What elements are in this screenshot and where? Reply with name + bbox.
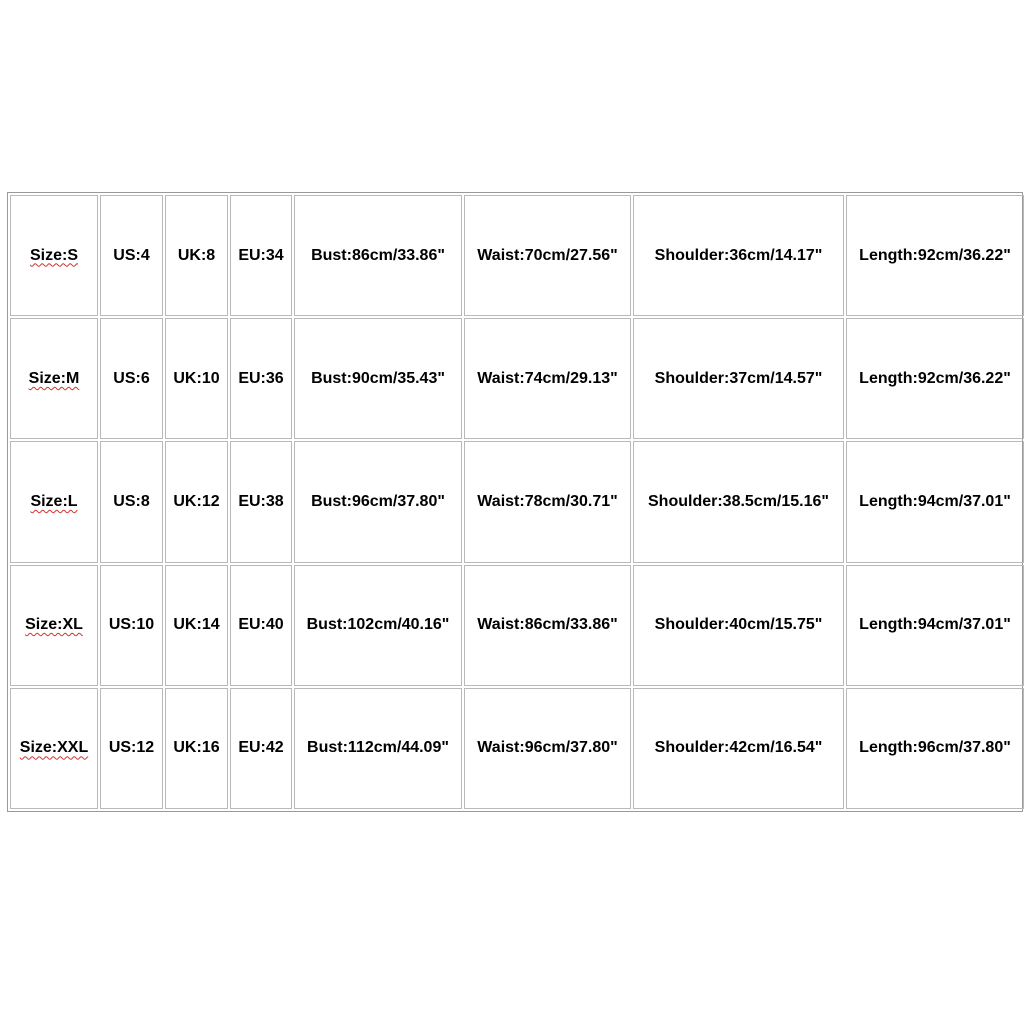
table-row	[10, 688, 1024, 809]
length-cell: Length:92cm/36.22"	[846, 195, 1024, 316]
size-cell: Size:XL	[10, 565, 98, 686]
waist-cell: Waist:70cm/27.56"	[464, 195, 631, 316]
eu-size-cell: EU:38	[230, 441, 292, 562]
uk-size-cell: UK:16	[165, 688, 228, 809]
shoulder-cell: Shoulder:42cm/16.54"	[633, 688, 844, 809]
us-size-cell: US:4	[100, 195, 163, 316]
eu-size-cell: EU:34	[230, 195, 292, 316]
size-cell: Size:M	[10, 318, 98, 439]
table-row	[10, 441, 1024, 562]
bust-cell: Bust:96cm/37.80"	[294, 441, 462, 562]
size-chart-table	[7, 192, 1023, 812]
waist-cell: Waist:96cm/37.80"	[464, 688, 631, 809]
length-cell: Length:94cm/37.01"	[846, 441, 1024, 562]
shoulder-cell: Shoulder:36cm/14.17"	[633, 195, 844, 316]
eu-size-cell: EU:42	[230, 688, 292, 809]
size-cell: Size:S	[10, 195, 98, 316]
table-row	[10, 318, 1024, 439]
uk-size-cell: UK:8	[165, 195, 228, 316]
uk-size-cell: UK:10	[165, 318, 228, 439]
bust-cell: Bust:90cm/35.43"	[294, 318, 462, 439]
uk-size-cell: UK:14	[165, 565, 228, 686]
waist-cell: Waist:74cm/29.13"	[464, 318, 631, 439]
size-cell: Size:XXL	[10, 688, 98, 809]
eu-size-cell: EU:36	[230, 318, 292, 439]
table-row	[10, 565, 1024, 686]
waist-cell: Waist:86cm/33.86"	[464, 565, 631, 686]
shoulder-cell: Shoulder:37cm/14.57"	[633, 318, 844, 439]
waist-cell: Waist:78cm/30.71"	[464, 441, 631, 562]
length-cell: Length:94cm/37.01"	[846, 565, 1024, 686]
shoulder-cell: Shoulder:38.5cm/15.16"	[633, 441, 844, 562]
bust-cell: Bust:86cm/33.86"	[294, 195, 462, 316]
eu-size-cell: EU:40	[230, 565, 292, 686]
shoulder-cell: Shoulder:40cm/15.75"	[633, 565, 844, 686]
table-row	[10, 195, 1024, 316]
length-cell: Length:96cm/37.80"	[846, 688, 1024, 809]
size-cell: Size:L	[10, 441, 98, 562]
us-size-cell: US:8	[100, 441, 163, 562]
bust-cell: Bust:112cm/44.09"	[294, 688, 462, 809]
uk-size-cell: UK:12	[165, 441, 228, 562]
us-size-cell: US:12	[100, 688, 163, 809]
size-chart-grid	[8, 193, 1024, 811]
us-size-cell: US:6	[100, 318, 163, 439]
length-cell: Length:92cm/36.22"	[846, 318, 1024, 439]
us-size-cell: US:10	[100, 565, 163, 686]
bust-cell: Bust:102cm/40.16"	[294, 565, 462, 686]
